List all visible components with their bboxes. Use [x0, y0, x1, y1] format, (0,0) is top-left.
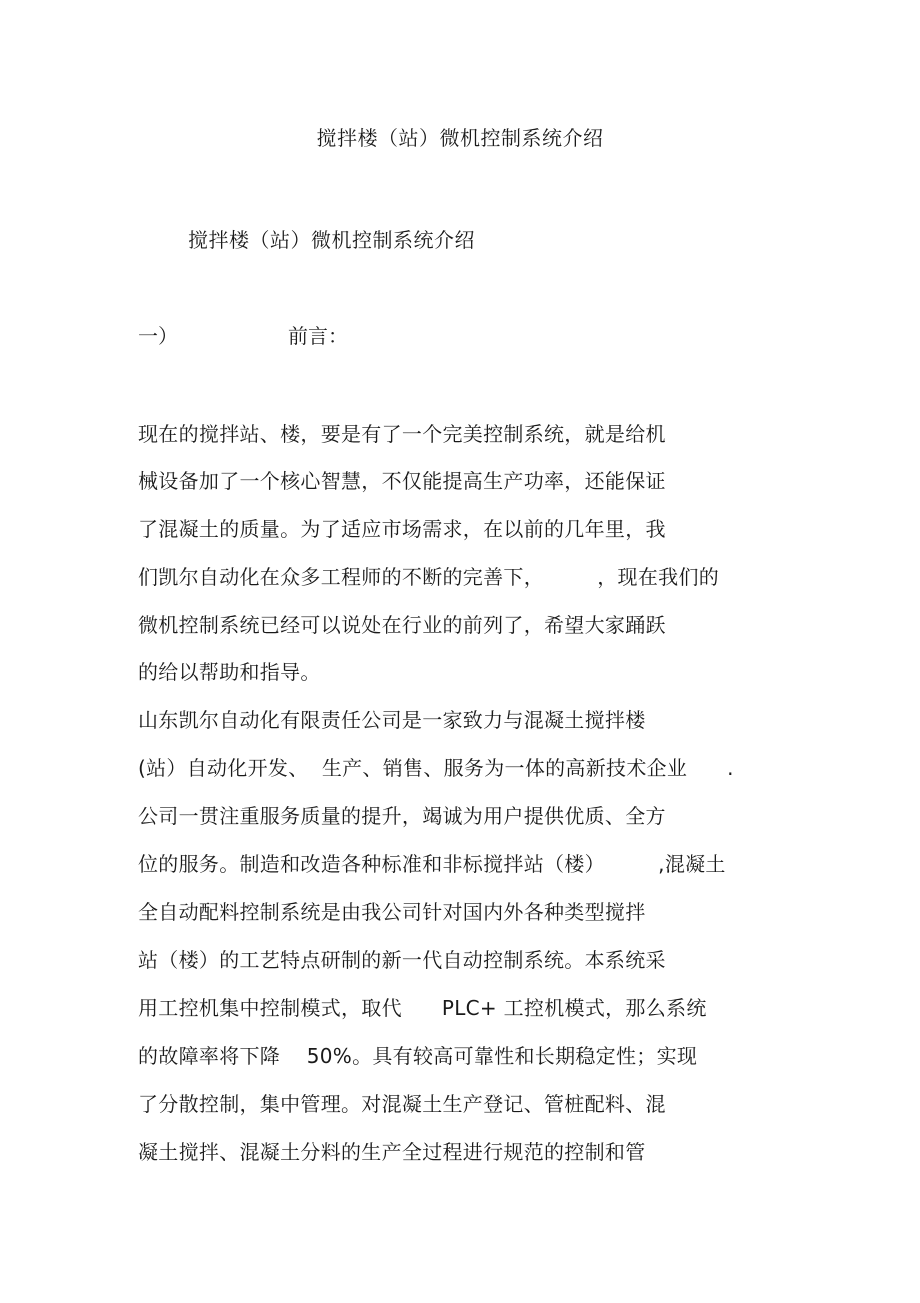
body-line: 站（楼）的工艺特点研制的新一代自动控制系统。本系统采 [138, 948, 666, 972]
body-line: 的给以帮助和指导。 [138, 660, 321, 684]
body-line: (站）自动化开发、 生产、销售、服务为一体的高新技术企业 . [138, 756, 734, 780]
body-line: 了混凝土的质量。为了适应市场需求，在以前的几年里，我 [138, 517, 666, 541]
body-line: 凝土搅拌、混凝土分料的生产全过程进行规范的控制和管 [138, 1140, 646, 1164]
body-line: 微机控制系统已经可以说处在行业的前列了，希望大家踊跃 [138, 613, 666, 637]
document-subtitle: 搅拌楼（站）微机控制系统介绍 [188, 228, 475, 252]
body-line: 了分散控制，集中管理。对混凝土生产登记、管桩配料、混 [138, 1092, 666, 1116]
document-title: 搅拌楼（站）微机控制系统介绍 [316, 126, 604, 150]
body-line: 山东凯尔自动化有限责任公司是一家致力与混凝土搅拌楼 [138, 708, 646, 732]
body-line: 位的服务。制造和改造各种标准和非标搅拌站（楼） ,混凝土 [138, 852, 726, 876]
body-line: 公司一贯注重服务质量的提升，竭诚为用户提供优质、全方 [138, 804, 666, 828]
body-line: 全自动配料控制系统是由我公司针对国内外各种类型搅拌 [138, 900, 646, 924]
section-heading: 前言： [288, 324, 348, 348]
body-line: 用工控机集中控制模式，取代 PLC+ 工控机模式，那么系统 [138, 996, 707, 1020]
body-line: 的故障率将下降 50%。具有较高可靠性和长期稳定性；实现 [138, 1044, 698, 1068]
body-line: 们凯尔自动化在众多工程师的不断的完善下， ，现在我们的 [138, 565, 720, 589]
section-number: 一） [138, 324, 178, 348]
body-line: 械设备加了一个核心智慧，不仅能提高生产功率，还能保证 [138, 469, 666, 493]
body-line: 现在的搅拌站、楼，要是有了一个完美控制系统，就是给机 [138, 422, 666, 446]
